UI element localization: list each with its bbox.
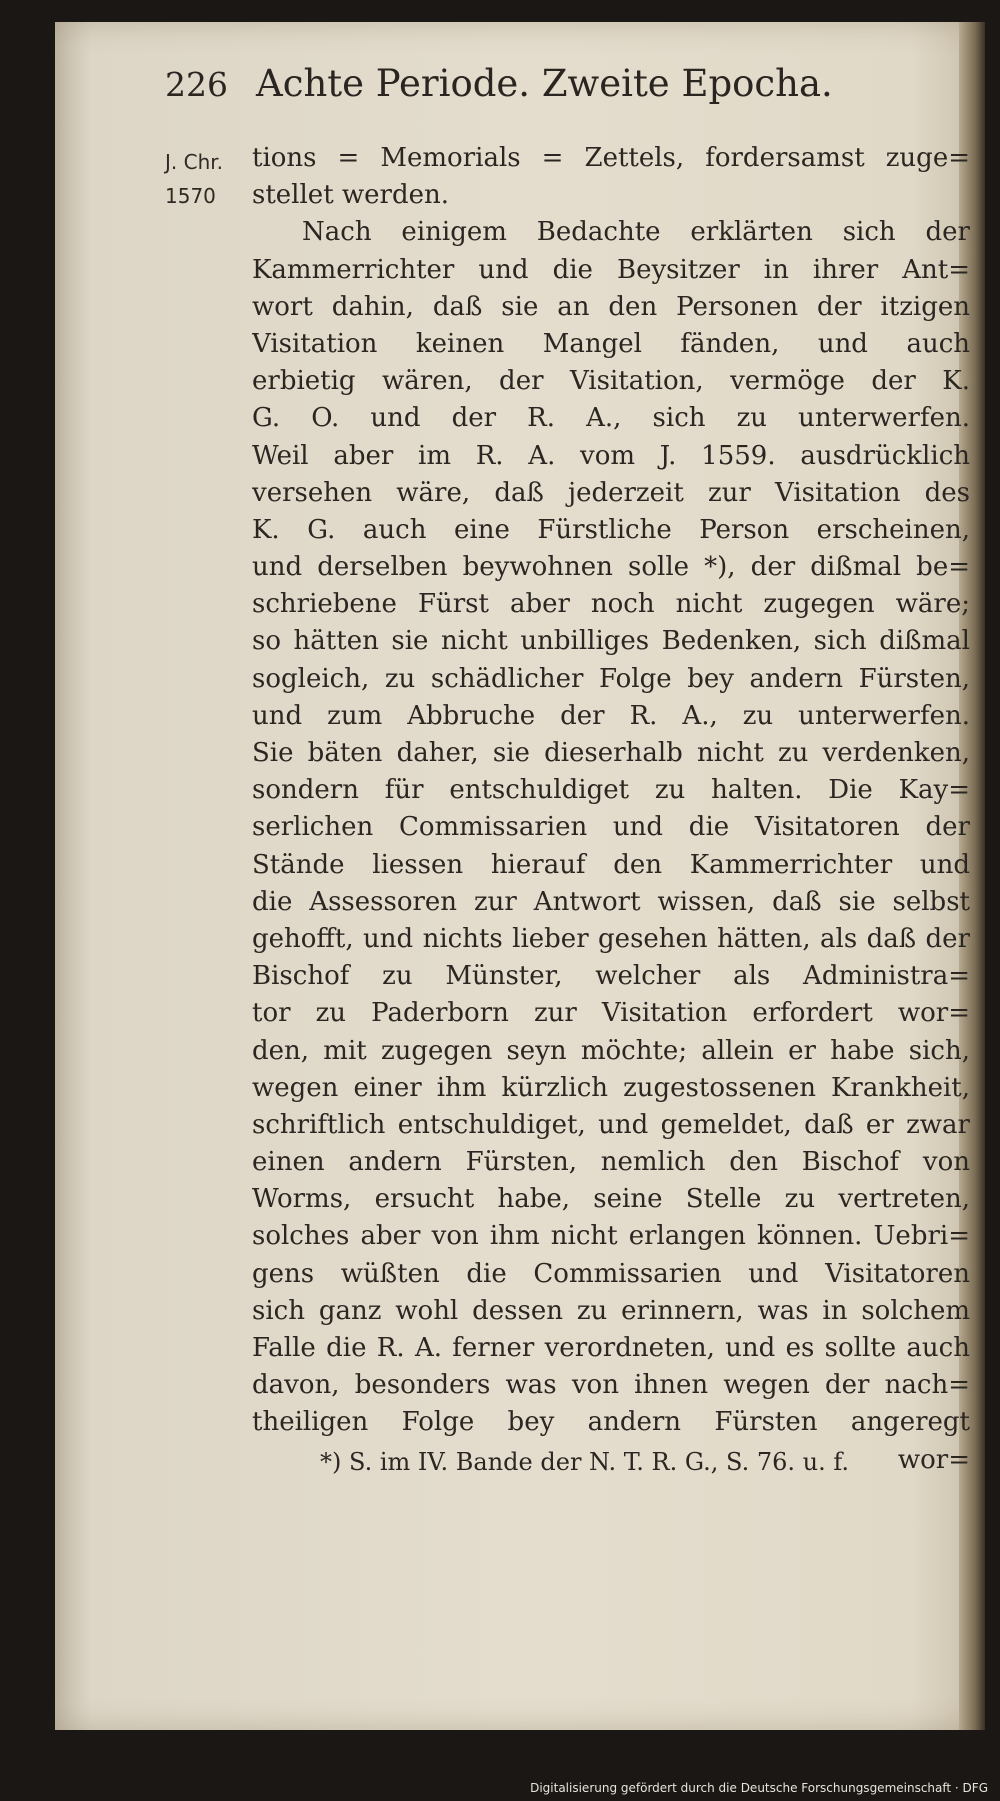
text-line: Kammerrichter und die Beysitzer in ihrer Ant= (252, 254, 970, 285)
text-line: die Assessoren zur Antwort wissen, daß sie selbst (252, 886, 970, 917)
text-line: Sie bäten daher, sie dieserhalb nicht zu verdenken, (252, 738, 970, 768)
text-line: K. G. auch eine Fürstliche Person erscheinen, (252, 514, 970, 545)
running-head: Achte Periode. Zweite Epocha. (256, 62, 833, 105)
text-line: theiligen Folge bey andern Fürsten angeregt (252, 1407, 970, 1438)
text-line: schriebene Fürst aber noch nicht zugegen wäre; (252, 589, 970, 620)
margin-note-year: 1570 (165, 184, 216, 208)
text-line: gehofft, und nichts lieber gesehen hätten, als daß der (252, 923, 970, 954)
text-line: davon, besonders was von ihnen wegen der nach= (252, 1370, 970, 1401)
digitization-notice: Digitalisierung gefördert durch die Deutsche Forschungsgemeinschaft · DFG (526, 1779, 992, 1797)
text-line: wegen einer ihm kürzlich zugestossenen Krankheit, (252, 1072, 970, 1103)
text-line: und derselben beywohnen solle *), der dißmal be= (252, 552, 970, 583)
text-line: Nach einigem Bedachte erklärten sich der (302, 217, 970, 248)
main-text (252, 140, 970, 1479)
margin-note-year-label: J. Chr. (165, 150, 223, 174)
text-line: wort dahin, daß sie an den Personen der itzigen (252, 291, 970, 322)
footnote: *) S. im IV. Bande der N. T. R. G., S. 76. u. f. (320, 1448, 850, 1476)
text-line: Visitation keinen Mangel fänden, und auch (252, 328, 970, 359)
text-line: tor zu Paderborn zur Visitation erfordert wor= (252, 998, 970, 1029)
text-line: Stände liessen hierauf den Kammerrichter und (252, 849, 970, 880)
text-line: Falle die R. A. ferner verordneten, und es sollte auch (252, 1333, 970, 1363)
text-line: versehen wäre, daß jederzeit zur Visitation des (252, 477, 970, 508)
catchword: wor= (897, 1444, 970, 1475)
text-line: einen andern Fürsten, nemlich den Bischof von (252, 1147, 970, 1178)
text-line: Worms, ersucht habe, seine Stelle zu vertreten, (252, 1184, 970, 1215)
text-line: Bischof zu Münster, welcher als Administra= (252, 961, 970, 992)
text-line: tions = Memorials = Zettels, fordersamst zuge= (252, 143, 970, 173)
text-line: sogleich, zu schädlicher Folge bey andern Fürsten, (252, 663, 970, 694)
text-line: solches aber von ihm nicht erlangen können. Uebri= (252, 1221, 970, 1252)
text-line: erbietig wären, der Visitation, vermöge der K. (252, 366, 970, 397)
text-line: schriftlich entschuldiget, und gemeldet, daß er zwar (252, 1109, 970, 1140)
text-line: Weil aber im R. A. vom J. 1559. ausdrücklich (252, 440, 970, 471)
text-line: so hätten sie nicht unbilliges Bedenken, sich dißmal (252, 626, 970, 657)
text-line: gens wüßten die Commissarien und Visitatoren (252, 1258, 970, 1289)
text-line: G. O. und der R. A., sich zu unterwerfen. (252, 403, 970, 434)
text-line: serlichen Commissarien und die Visitatoren der (252, 812, 970, 843)
text-line: sich ganz wohl dessen zu erinnern, was in solchem (252, 1295, 970, 1326)
text-line: den, mit zugegen seyn möchte; allein er habe sich, (252, 1035, 970, 1066)
text-line: stellet werden. (252, 180, 450, 211)
text-line: und zum Abbruche der R. A., zu unterwerfen. (252, 700, 970, 731)
text-line: sondern für entschuldiget zu halten. Die Kay= (252, 775, 970, 806)
page-header (165, 62, 905, 105)
page-number: 226 (165, 65, 228, 104)
